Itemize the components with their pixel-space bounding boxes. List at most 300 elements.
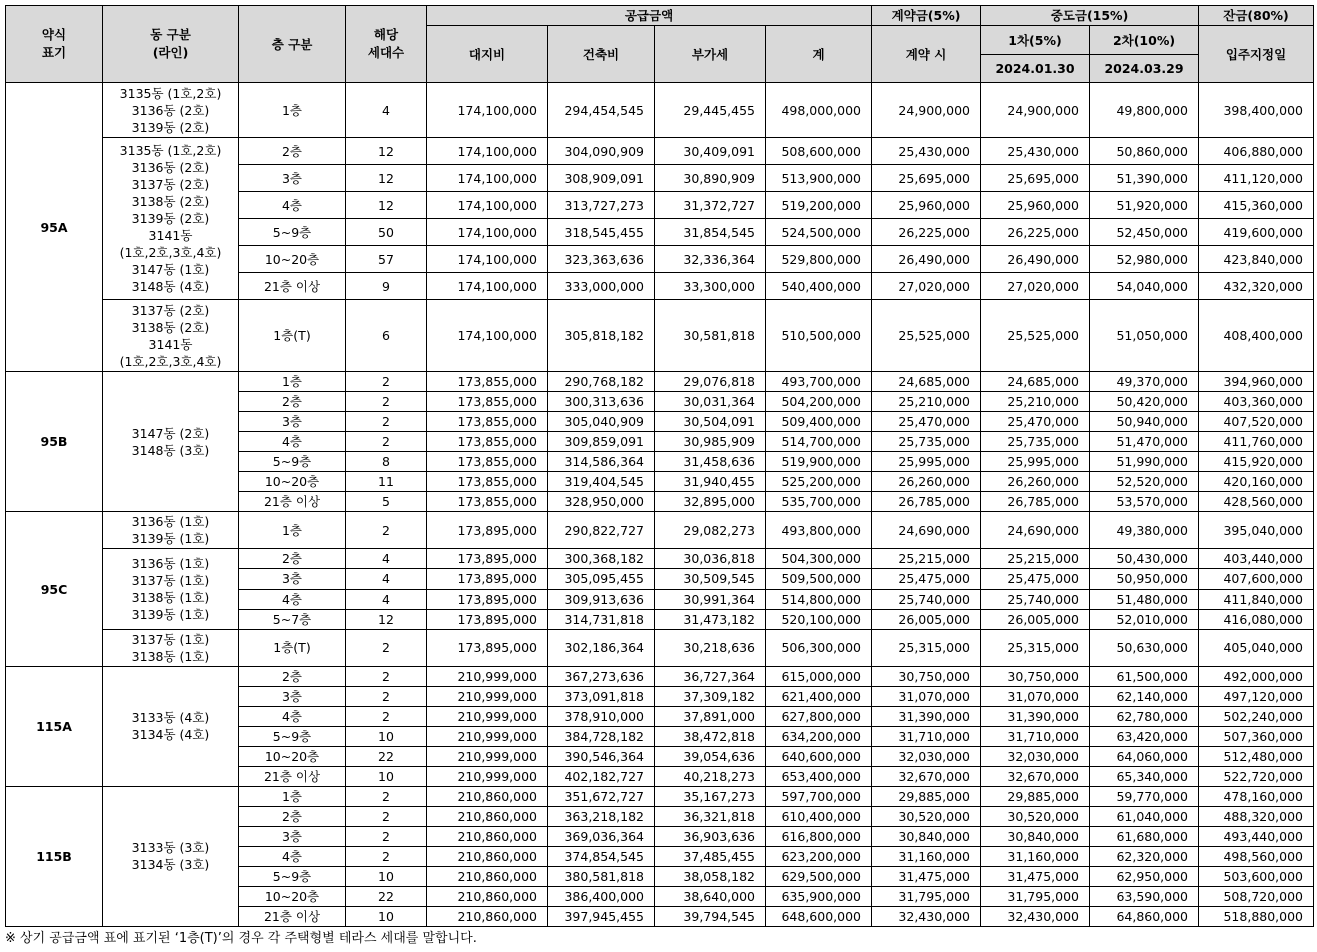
construction-cell: 294,454,545 [548, 83, 655, 138]
land-cell: 174,100,000 [427, 300, 548, 372]
land-cell: 173,895,000 [427, 629, 548, 666]
balance-cell: 428,560,000 [1199, 492, 1314, 512]
vat-cell: 30,409,091 [655, 138, 766, 165]
interim-2-cell: 50,430,000 [1090, 549, 1199, 569]
land-cell: 173,855,000 [427, 372, 548, 392]
type-cell: 115B [6, 786, 103, 926]
interim-1-cell: 25,315,000 [981, 629, 1090, 666]
total-cell: 529,800,000 [766, 246, 872, 273]
deposit-cell: 25,210,000 [872, 392, 981, 412]
land-cell: 210,860,000 [427, 786, 548, 806]
construction-cell: 304,090,909 [548, 138, 655, 165]
vat-cell: 35,167,273 [655, 786, 766, 806]
vat-cell: 30,985,909 [655, 432, 766, 452]
balance-cell: 420,160,000 [1199, 472, 1314, 492]
deposit-cell: 24,690,000 [872, 512, 981, 549]
construction-cell: 300,313,636 [548, 392, 655, 412]
balance-cell: 507,360,000 [1199, 726, 1314, 746]
interim-2-cell: 52,450,000 [1090, 219, 1199, 246]
construction-cell: 300,368,182 [548, 549, 655, 569]
header-balance-when: 입주지정일 [1199, 26, 1314, 83]
total-cell: 610,400,000 [766, 806, 872, 826]
table-row [6, 372, 1314, 392]
vat-cell: 32,895,000 [655, 492, 766, 512]
construction-cell: 367,273,636 [548, 666, 655, 686]
header-vat: 부가세 [655, 26, 766, 83]
construction-cell: 302,186,364 [548, 629, 655, 666]
balance-cell: 502,240,000 [1199, 706, 1314, 726]
interim-1-cell: 26,225,000 [981, 219, 1090, 246]
deposit-cell: 32,430,000 [872, 906, 981, 926]
vat-cell: 30,036,818 [655, 549, 766, 569]
floor-cell: 3층 [239, 165, 346, 192]
total-cell: 525,200,000 [766, 472, 872, 492]
construction-cell: 290,768,182 [548, 372, 655, 392]
construction-cell: 290,822,727 [548, 512, 655, 549]
units-cell: 2 [346, 786, 427, 806]
header-total: 계 [766, 26, 872, 83]
deposit-cell: 25,960,000 [872, 192, 981, 219]
floor-cell: 1층 [239, 512, 346, 549]
vat-cell: 30,218,636 [655, 629, 766, 666]
balance-cell: 415,360,000 [1199, 192, 1314, 219]
land-cell: 174,100,000 [427, 273, 548, 300]
deposit-cell: 31,710,000 [872, 726, 981, 746]
construction-cell: 323,363,636 [548, 246, 655, 273]
floor-cell: 5~9층 [239, 219, 346, 246]
balance-cell: 405,040,000 [1199, 629, 1314, 666]
type-cell: 95B [6, 372, 103, 512]
floor-cell: 21층 이상 [239, 906, 346, 926]
floor-cell: 1층 [239, 786, 346, 806]
units-cell: 2 [346, 666, 427, 686]
construction-cell: 305,095,455 [548, 569, 655, 589]
interim-1-cell: 31,070,000 [981, 686, 1090, 706]
vat-cell: 29,076,818 [655, 372, 766, 392]
balance-cell: 508,720,000 [1199, 886, 1314, 906]
units-cell: 9 [346, 273, 427, 300]
vat-cell: 37,309,182 [655, 686, 766, 706]
vat-cell: 37,891,000 [655, 706, 766, 726]
floor-cell: 5~9층 [239, 866, 346, 886]
table-row [6, 549, 1314, 569]
balance-cell: 398,400,000 [1199, 83, 1314, 138]
building-cell: 3147동 (2호) 3148동 (3호) [103, 372, 239, 512]
interim-2-cell: 50,630,000 [1090, 629, 1199, 666]
deposit-cell: 29,885,000 [872, 786, 981, 806]
interim-2-cell: 64,060,000 [1090, 746, 1199, 766]
interim-2-cell: 61,680,000 [1090, 826, 1199, 846]
deposit-cell: 25,215,000 [872, 549, 981, 569]
deposit-cell: 32,670,000 [872, 766, 981, 786]
interim-1-cell: 25,210,000 [981, 392, 1090, 412]
interim-2-cell: 59,770,000 [1090, 786, 1199, 806]
deposit-cell: 25,475,000 [872, 569, 981, 589]
units-cell: 22 [346, 746, 427, 766]
construction-cell: 397,945,455 [548, 906, 655, 926]
units-cell: 2 [346, 412, 427, 432]
vat-cell: 31,854,545 [655, 219, 766, 246]
construction-cell: 309,859,091 [548, 432, 655, 452]
interim-1-cell: 25,695,000 [981, 165, 1090, 192]
vat-cell: 30,581,818 [655, 300, 766, 372]
deposit-cell: 26,225,000 [872, 219, 981, 246]
balance-cell: 411,760,000 [1199, 432, 1314, 452]
interim-1-cell: 25,215,000 [981, 549, 1090, 569]
deposit-cell: 31,070,000 [872, 686, 981, 706]
floor-cell: 2층 [239, 549, 346, 569]
interim-1-cell: 32,030,000 [981, 746, 1090, 766]
balance-cell: 497,120,000 [1199, 686, 1314, 706]
deposit-cell: 25,315,000 [872, 629, 981, 666]
floor-cell: 3층 [239, 826, 346, 846]
balance-cell: 403,440,000 [1199, 549, 1314, 569]
deposit-cell: 30,750,000 [872, 666, 981, 686]
balance-cell: 411,120,000 [1199, 165, 1314, 192]
total-cell: 640,600,000 [766, 746, 872, 766]
header-floor: 층 구분 [239, 6, 346, 83]
vat-cell: 29,445,455 [655, 83, 766, 138]
total-cell: 509,400,000 [766, 412, 872, 432]
floor-cell: 3층 [239, 686, 346, 706]
units-cell: 57 [346, 246, 427, 273]
interim-2-cell: 52,980,000 [1090, 246, 1199, 273]
land-cell: 210,860,000 [427, 906, 548, 926]
table-body [6, 83, 1314, 927]
units-cell: 2 [346, 512, 427, 549]
land-cell: 174,100,000 [427, 138, 548, 165]
header-land: 대지비 [427, 26, 548, 83]
interim-2-cell: 51,050,000 [1090, 300, 1199, 372]
units-cell: 2 [346, 826, 427, 846]
units-cell: 2 [346, 392, 427, 412]
table-row [6, 629, 1314, 666]
header-type: 약식 표기 [6, 6, 103, 83]
vat-cell: 38,058,182 [655, 866, 766, 886]
total-cell: 627,800,000 [766, 706, 872, 726]
construction-cell: 402,182,727 [548, 766, 655, 786]
land-cell: 210,860,000 [427, 866, 548, 886]
interim-2-cell: 63,420,000 [1090, 726, 1199, 746]
construction-cell: 318,545,455 [548, 219, 655, 246]
vat-cell: 36,321,818 [655, 806, 766, 826]
units-cell: 2 [346, 806, 427, 826]
floor-cell: 2층 [239, 138, 346, 165]
units-cell: 10 [346, 766, 427, 786]
construction-cell: 309,913,636 [548, 589, 655, 609]
land-cell: 173,895,000 [427, 549, 548, 569]
interim-1-cell: 24,685,000 [981, 372, 1090, 392]
balance-cell: 408,400,000 [1199, 300, 1314, 372]
interim-1-cell: 24,900,000 [981, 83, 1090, 138]
interim-1-cell: 26,785,000 [981, 492, 1090, 512]
interim-2-cell: 50,860,000 [1090, 138, 1199, 165]
header-deposit-when: 계약 시 [872, 26, 981, 83]
balance-cell: 416,080,000 [1199, 609, 1314, 629]
total-cell: 597,700,000 [766, 786, 872, 806]
units-cell: 11 [346, 472, 427, 492]
interim-1-cell: 25,525,000 [981, 300, 1090, 372]
interim-2-cell: 61,500,000 [1090, 666, 1199, 686]
table-row [6, 300, 1314, 372]
vat-cell: 39,054,636 [655, 746, 766, 766]
units-cell: 12 [346, 192, 427, 219]
interim-1-cell: 24,690,000 [981, 512, 1090, 549]
vat-cell: 30,509,545 [655, 569, 766, 589]
vat-cell: 31,372,727 [655, 192, 766, 219]
header-interim-2-date: 2024.03.29 [1090, 55, 1199, 83]
interim-2-cell: 51,470,000 [1090, 432, 1199, 452]
units-cell: 12 [346, 165, 427, 192]
construction-cell: 333,000,000 [548, 273, 655, 300]
deposit-cell: 24,900,000 [872, 83, 981, 138]
total-cell: 524,500,000 [766, 219, 872, 246]
balance-cell: 394,960,000 [1199, 372, 1314, 392]
floor-cell: 10~20층 [239, 472, 346, 492]
vat-cell: 33,300,000 [655, 273, 766, 300]
header-interim-1-date: 2024.01.30 [981, 55, 1090, 83]
floor-cell: 5~9층 [239, 726, 346, 746]
land-cell: 173,895,000 [427, 589, 548, 609]
type-cell: 95A [6, 83, 103, 372]
units-cell: 4 [346, 569, 427, 589]
interim-1-cell: 25,470,000 [981, 412, 1090, 432]
total-cell: 629,500,000 [766, 866, 872, 886]
interim-2-cell: 50,940,000 [1090, 412, 1199, 432]
floor-cell: 4층 [239, 432, 346, 452]
balance-cell: 488,320,000 [1199, 806, 1314, 826]
units-cell: 4 [346, 83, 427, 138]
units-cell: 8 [346, 452, 427, 472]
deposit-cell: 24,685,000 [872, 372, 981, 392]
floor-cell: 3층 [239, 412, 346, 432]
land-cell: 210,999,000 [427, 726, 548, 746]
balance-cell: 403,360,000 [1199, 392, 1314, 412]
construction-cell: 363,218,182 [548, 806, 655, 826]
construction-cell: 313,727,273 [548, 192, 655, 219]
floor-cell: 2층 [239, 666, 346, 686]
table-row [6, 666, 1314, 686]
floor-cell: 4층 [239, 706, 346, 726]
balance-cell: 512,480,000 [1199, 746, 1314, 766]
balance-cell: 432,320,000 [1199, 273, 1314, 300]
interim-2-cell: 62,140,000 [1090, 686, 1199, 706]
table-header [6, 6, 1314, 83]
interim-1-cell: 25,430,000 [981, 138, 1090, 165]
vat-cell: 30,031,364 [655, 392, 766, 412]
interim-2-cell: 52,520,000 [1090, 472, 1199, 492]
vat-cell: 31,940,455 [655, 472, 766, 492]
total-cell: 510,500,000 [766, 300, 872, 372]
balance-cell: 522,720,000 [1199, 766, 1314, 786]
construction-cell: 369,036,364 [548, 826, 655, 846]
interim-1-cell: 31,160,000 [981, 846, 1090, 866]
construction-cell: 378,910,000 [548, 706, 655, 726]
balance-cell: 407,520,000 [1199, 412, 1314, 432]
supply-price-table [5, 5, 1314, 927]
interim-2-cell: 63,590,000 [1090, 886, 1199, 906]
interim-1-cell: 32,670,000 [981, 766, 1090, 786]
deposit-cell: 31,160,000 [872, 846, 981, 866]
land-cell: 210,999,000 [427, 746, 548, 766]
header-interim: 중도금(15%) [981, 6, 1199, 26]
vat-cell: 36,903,636 [655, 826, 766, 846]
interim-1-cell: 30,750,000 [981, 666, 1090, 686]
interim-2-cell: 54,040,000 [1090, 273, 1199, 300]
land-cell: 173,895,000 [427, 569, 548, 589]
interim-1-cell: 26,005,000 [981, 609, 1090, 629]
header-interim-1: 1차(5%) [981, 26, 1090, 55]
balance-cell: 407,600,000 [1199, 569, 1314, 589]
total-cell: 535,700,000 [766, 492, 872, 512]
land-cell: 173,855,000 [427, 432, 548, 452]
balance-cell: 423,840,000 [1199, 246, 1314, 273]
table-row [6, 83, 1314, 138]
interim-1-cell: 25,475,000 [981, 569, 1090, 589]
interim-1-cell: 32,430,000 [981, 906, 1090, 926]
type-cell: 115A [6, 666, 103, 786]
construction-cell: 308,909,091 [548, 165, 655, 192]
deposit-cell: 26,490,000 [872, 246, 981, 273]
land-cell: 173,855,000 [427, 412, 548, 432]
vat-cell: 30,504,091 [655, 412, 766, 432]
units-cell: 4 [346, 589, 427, 609]
building-cell: 3135동 (1호,2호) 3136동 (2호) 3137동 (2호) 3138동 (2호) 3139동 (2호) 3141동 (1호,2호,3호,4호) 3147동 (1호) 3148동 (4호) [103, 138, 239, 300]
interim-2-cell: 52,010,000 [1090, 609, 1199, 629]
interim-1-cell: 31,475,000 [981, 866, 1090, 886]
deposit-cell: 25,430,000 [872, 138, 981, 165]
interim-2-cell: 61,040,000 [1090, 806, 1199, 826]
balance-cell: 411,840,000 [1199, 589, 1314, 609]
units-cell: 4 [346, 549, 427, 569]
interim-2-cell: 51,990,000 [1090, 452, 1199, 472]
header-units: 해당 세대수 [346, 6, 427, 83]
header-supply-price: 공급금액 [427, 6, 872, 26]
floor-cell: 2층 [239, 806, 346, 826]
floor-cell: 3층 [239, 569, 346, 589]
interim-2-cell: 51,390,000 [1090, 165, 1199, 192]
vat-cell: 31,458,636 [655, 452, 766, 472]
interim-1-cell: 25,735,000 [981, 432, 1090, 452]
units-cell: 12 [346, 609, 427, 629]
total-cell: 493,800,000 [766, 512, 872, 549]
floor-cell: 1층 [239, 83, 346, 138]
balance-cell: 395,040,000 [1199, 512, 1314, 549]
interim-2-cell: 49,370,000 [1090, 372, 1199, 392]
units-cell: 6 [346, 300, 427, 372]
vat-cell: 29,082,273 [655, 512, 766, 549]
deposit-cell: 27,020,000 [872, 273, 981, 300]
interim-1-cell: 25,960,000 [981, 192, 1090, 219]
land-cell: 173,895,000 [427, 609, 548, 629]
total-cell: 621,400,000 [766, 686, 872, 706]
interim-2-cell: 65,340,000 [1090, 766, 1199, 786]
floor-cell: 1층(T) [239, 300, 346, 372]
deposit-cell: 31,475,000 [872, 866, 981, 886]
land-cell: 210,999,000 [427, 706, 548, 726]
units-cell: 2 [346, 372, 427, 392]
land-cell: 173,855,000 [427, 472, 548, 492]
interim-2-cell: 62,320,000 [1090, 846, 1199, 866]
land-cell: 174,100,000 [427, 165, 548, 192]
total-cell: 615,000,000 [766, 666, 872, 686]
floor-cell: 4층 [239, 846, 346, 866]
floor-cell: 4층 [239, 192, 346, 219]
interim-1-cell: 30,840,000 [981, 826, 1090, 846]
total-cell: 653,400,000 [766, 766, 872, 786]
balance-cell: 492,000,000 [1199, 666, 1314, 686]
interim-1-cell: 30,520,000 [981, 806, 1090, 826]
total-cell: 634,200,000 [766, 726, 872, 746]
floor-cell: 4층 [239, 589, 346, 609]
units-cell: 10 [346, 866, 427, 886]
deposit-cell: 25,525,000 [872, 300, 981, 372]
building-cell: 3133동 (3호) 3134동 (3호) [103, 786, 239, 926]
total-cell: 506,300,000 [766, 629, 872, 666]
floor-cell: 10~20층 [239, 246, 346, 273]
building-cell: 3136동 (1호) 3137동 (1호) 3138동 (1호) 3139동 (1호) [103, 549, 239, 629]
building-cell: 3133동 (4호) 3134동 (4호) [103, 666, 239, 786]
header-interim-2: 2차(10%) [1090, 26, 1199, 55]
interim-1-cell: 26,260,000 [981, 472, 1090, 492]
balance-cell: 415,920,000 [1199, 452, 1314, 472]
vat-cell: 30,890,909 [655, 165, 766, 192]
vat-cell: 40,218,273 [655, 766, 766, 786]
units-cell: 2 [346, 706, 427, 726]
land-cell: 174,100,000 [427, 219, 548, 246]
interim-2-cell: 64,860,000 [1090, 906, 1199, 926]
floor-cell: 1층 [239, 372, 346, 392]
construction-cell: 314,731,818 [548, 609, 655, 629]
total-cell: 509,500,000 [766, 569, 872, 589]
land-cell: 174,100,000 [427, 246, 548, 273]
land-cell: 174,100,000 [427, 83, 548, 138]
interim-2-cell: 51,920,000 [1090, 192, 1199, 219]
balance-cell: 498,560,000 [1199, 846, 1314, 866]
deposit-cell: 26,785,000 [872, 492, 981, 512]
deposit-cell: 32,030,000 [872, 746, 981, 766]
units-cell: 10 [346, 906, 427, 926]
interim-1-cell: 25,995,000 [981, 452, 1090, 472]
units-cell: 2 [346, 686, 427, 706]
table-row [6, 786, 1314, 806]
units-cell: 2 [346, 432, 427, 452]
balance-cell: 503,600,000 [1199, 866, 1314, 886]
building-cell: 3137동 (1호) 3138동 (1호) [103, 629, 239, 666]
units-cell: 5 [346, 492, 427, 512]
land-cell: 210,999,000 [427, 766, 548, 786]
deposit-cell: 26,005,000 [872, 609, 981, 629]
balance-cell: 493,440,000 [1199, 826, 1314, 846]
total-cell: 623,200,000 [766, 846, 872, 866]
floor-cell: 21층 이상 [239, 766, 346, 786]
interim-2-cell: 51,480,000 [1090, 589, 1199, 609]
vat-cell: 38,640,000 [655, 886, 766, 906]
construction-cell: 373,091,818 [548, 686, 655, 706]
deposit-cell: 25,470,000 [872, 412, 981, 432]
header-construction: 건축비 [548, 26, 655, 83]
total-cell: 513,900,000 [766, 165, 872, 192]
interim-1-cell: 31,710,000 [981, 726, 1090, 746]
land-cell: 173,855,000 [427, 392, 548, 412]
total-cell: 648,600,000 [766, 906, 872, 926]
header-balance: 잔금(80%) [1199, 6, 1314, 26]
footnote: ※ 상기 공급금액 표에 표기된 ‘1층(T)’의 경우 각 주택형별 테라스 세대를 말합니다. [5, 931, 477, 946]
construction-cell: 305,818,182 [548, 300, 655, 372]
interim-1-cell: 27,020,000 [981, 273, 1090, 300]
interim-2-cell: 62,780,000 [1090, 706, 1199, 726]
vat-cell: 36,727,364 [655, 666, 766, 686]
